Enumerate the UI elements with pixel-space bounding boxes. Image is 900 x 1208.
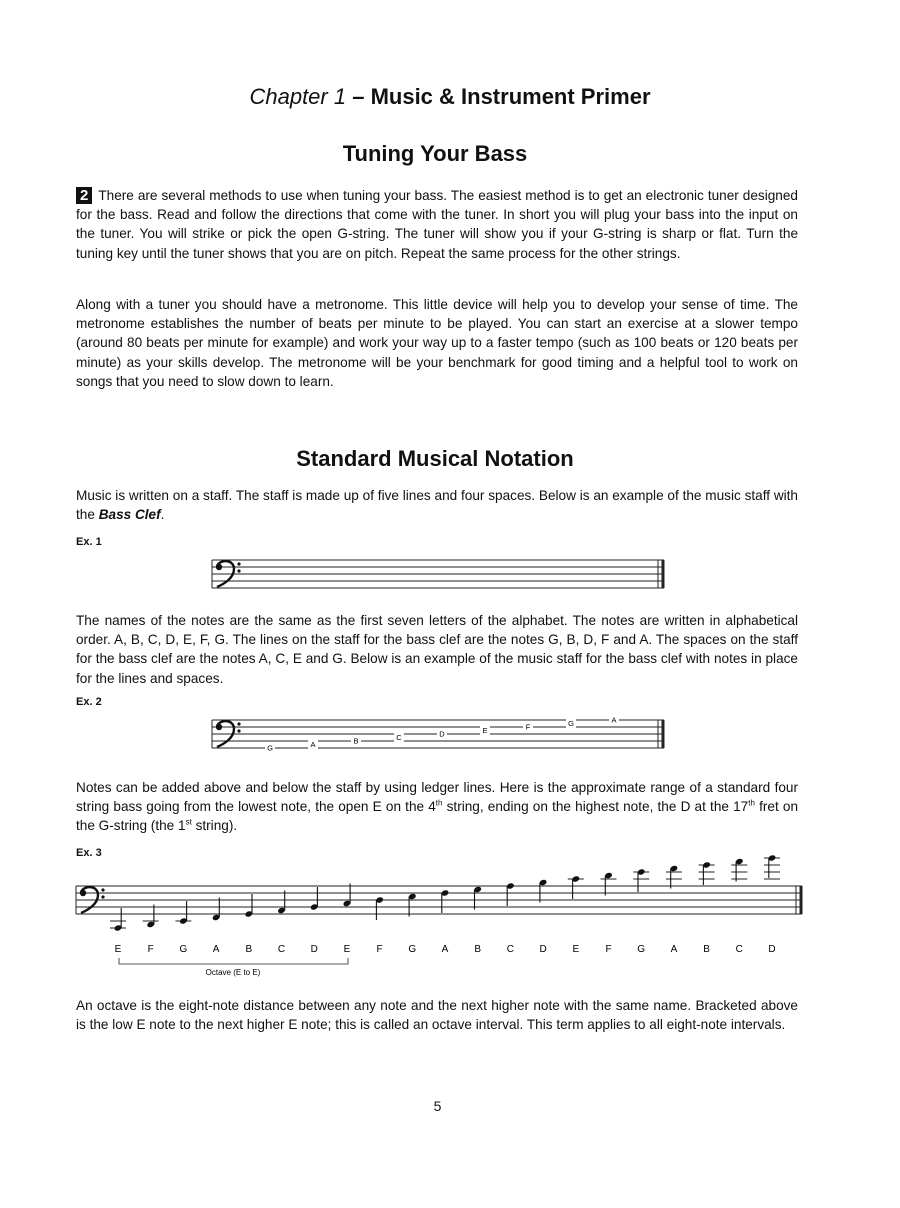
ex3-note-label: D	[310, 944, 318, 955]
notation-intro-end: .	[160, 507, 165, 523]
section-title-tuning: Tuning Your Bass	[342, 141, 528, 166]
ex2-staff	[210, 716, 670, 752]
ex3-note-label: E	[114, 944, 122, 955]
ex3-note-label: G	[179, 944, 188, 955]
page-number: 5	[433, 1098, 442, 1114]
ex3-note-label: D	[539, 944, 547, 955]
ledger-sup-3: st	[185, 817, 192, 827]
ex3-note-label: G	[408, 944, 417, 955]
chapter-title: Music & Instrument Primer	[370, 84, 651, 109]
ex3-note-label: C	[277, 944, 286, 955]
note-names-paragraph: The names of the notes are the same as the first seven letters of the alphabet. The notes are written in alphabetical order. A, B, C, D, E, F, G. The lines on the staff for the bass clef are the notes G, B, D, F and A. The spaces on the staff for the bass clef are the notes A, C, E and G. Below is an example of the music staff for the bass clef with notes in place for the lines and spaces.	[76, 613, 798, 686]
ex2-note-label: B	[353, 736, 359, 746]
ledger-sup-2: th	[748, 798, 755, 808]
tuning-paragraph-1	[76, 186, 798, 263]
ledger-text-2: string, ending on the highest note, the D at the 17	[442, 799, 749, 815]
tuning-paragraph-2: Along with a tuner you should have a metronome. This little device will help you to develop your sense of time. The metronome establishes the number of beats per minute to be played. You can start an exercise at a slower tempo (around 80 beats per minute for example) and work your way up to a faster tempo (such as 100 beats or 120 beats per minute) as your skills develop. The metronome will be your benchmark for good timing and a helpful tool to work on songs that you need to slow down to learn.	[76, 297, 798, 389]
ex3-note-label: A	[670, 944, 678, 955]
ex3-note-label: F	[147, 944, 154, 955]
notation-intro-text: Music is written on a staff. The staff is made up of five lines and four spaces. Below is an example of the music staff with the	[76, 488, 798, 523]
ex1-label: Ex. 1	[76, 536, 102, 548]
ex3-note-label: D	[768, 944, 776, 955]
ex3-note-label: A	[441, 944, 449, 955]
bass-clef-term: Bass Clef	[98, 507, 161, 523]
ledger-text-1: Notes can be added above and below the staff by using ledger lines. Here is the approximate range of a standard four string bass going from the lowest note, the open E on the 4	[76, 780, 798, 815]
ex3-note-label: A	[212, 944, 220, 955]
ex3-note-label: C	[735, 944, 743, 955]
ex3-note-label: B	[474, 944, 482, 955]
ledger-text-3: fret on the G-string (the 1	[76, 799, 799, 834]
ex3-note-label: B	[703, 944, 710, 955]
ex3-note-label: F	[376, 944, 383, 955]
ex2-label: Ex. 2	[76, 696, 102, 708]
chapter-label: Chapter 1	[249, 84, 347, 109]
ledger-text-4: string).	[191, 818, 238, 834]
ex3-note-label: E	[343, 944, 351, 955]
ex2-note-label: G	[568, 719, 574, 729]
tuning-paragraph-1-text: There are several methods to use when tuning your bass. The easiest method is to get an electronic tuner designed for the bass. Read and follow the directions that come with the tuner. In short you will plug your bass into the input on the tuner. You will strike or pick the open G-string. The tuner will show you if your G-string is sharp or flat. Turn the tuning key until the tuner shows that you are on pitch. Repeat the same process for the other strings.	[76, 188, 798, 261]
ex2-note-label: D	[439, 729, 445, 739]
ex2-note-label: F	[525, 722, 531, 732]
chapter-heading	[0, 84, 900, 110]
octave-bracket	[119, 958, 348, 977]
ex1-staff	[210, 556, 670, 592]
section-title-notation: Standard Musical Notation	[296, 446, 574, 471]
ex2-note-label: C	[396, 733, 402, 743]
ex3-label: Ex. 3	[76, 847, 102, 859]
ex2-note-label: E	[482, 726, 488, 736]
ex3-note-label: C	[506, 944, 515, 955]
octave-bracket-label: Octave (E to E)	[205, 968, 261, 977]
chapter-dash: –	[346, 84, 371, 109]
ex3-note-label: F	[605, 944, 612, 955]
ex3-note-label: E	[572, 944, 580, 955]
ex3-staff	[74, 855, 814, 985]
ledger-sup-1: th	[435, 798, 443, 808]
notation-intro-paragraph	[76, 486, 798, 524]
ex3-note-label: B	[245, 944, 253, 955]
ledger-lines-paragraph	[76, 778, 798, 836]
ex2-note-label: A	[611, 716, 617, 725]
ex2-note-label: A	[310, 740, 316, 750]
ex2-note-label: G	[267, 743, 273, 752]
cd-track-badge: 2	[76, 187, 92, 204]
octave-paragraph: An octave is the eight-note distance between any note and the next higher note with the same name. Bracketed above is the low E note to the next higher E note; this is called an octave interval. This term applies to all eight-note intervals.	[76, 998, 798, 1033]
ex3-note-label: G	[637, 944, 646, 955]
